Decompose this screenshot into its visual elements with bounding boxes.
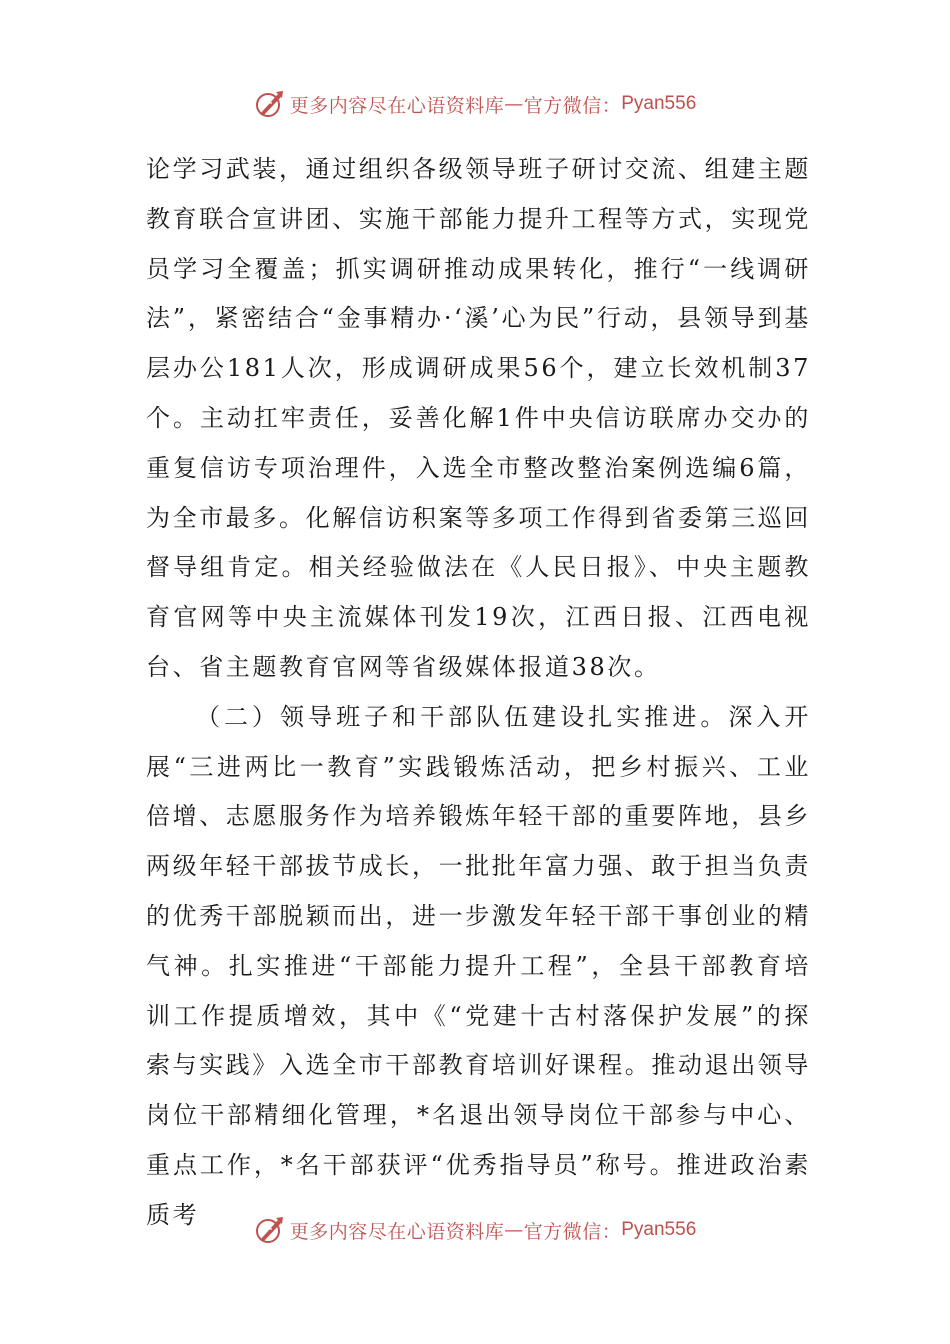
document-body bbox=[146, 145, 811, 1241]
watermark-contact-label: 官方微信： bbox=[523, 1220, 622, 1243]
quill-pen-logo-icon bbox=[254, 88, 286, 120]
watermark-contact-label: 官方微信： bbox=[523, 94, 622, 117]
watermark-contact-id: Pyan556 bbox=[621, 93, 697, 114]
watermark-brand-text: 更多内容尽在心语资料库 bbox=[289, 94, 505, 117]
footer-watermark bbox=[0, 1210, 950, 1250]
quill-pen-logo-icon bbox=[254, 1214, 286, 1246]
watermark-separator: — bbox=[504, 1219, 524, 1241]
watermark-brand-text: 更多内容尽在心语资料库 bbox=[289, 1220, 505, 1243]
watermark-contact-id: Pyan556 bbox=[621, 1219, 697, 1240]
watermark-separator: — bbox=[504, 93, 524, 115]
header-watermark bbox=[0, 84, 950, 124]
body-paragraph-section-2: （二）领导班子和干部队伍建设扎实推进。深入开展“三进两比一教育”实践锻炼活动，把乡村振兴、工业倍增、志愿服务作为培养锻炼年轻干部的重要阵地，县乡两级年轻干部拔节成长，一批批年富力强、敢于担当负责的优秀干部脱颖而出，进一步激发年轻干部干事创业的精气神。扎实推进“干部能力提升工程”，全县干部教育培训工作提质增效，其中《“党建十古村落保护发展”的探索与实践》入选全市干部教育培训好课程。推动退出领导岗位干部精细化管理，*名退出领导岗位干部参与中心、重点工作，*名干部获评“优秀指导员”称号。推进政治素质考 bbox=[146, 702, 811, 1229]
body-paragraph-continued: 论学习武装，通过组织各级领导班子研讨交流、组建主题教育联合宣讲团、实施干部能力提升工程等方式，实现党员学习全覆盖；抓实调研推动成果转化，推行“一线调研法”，紧密结合“金事精办·‘溪’心为民”行动，县领导到基层办公181人次，形成调研成果56个，建立长效机制37个。主动扛牢责任，妥善化解1件中央信访联席办交办的重复信访专项治理件，入选全市整改整治案例选编6篇，为全市最多。化解信访积案等多项工作得到省委第三巡回督导组肯定。相关经验做法在《人民日报》、中央主题教育官网等中央主流媒体刊发19次，江西日报、江西电视台、省主题教育官网等省级媒体报道38次。 bbox=[146, 155, 811, 681]
